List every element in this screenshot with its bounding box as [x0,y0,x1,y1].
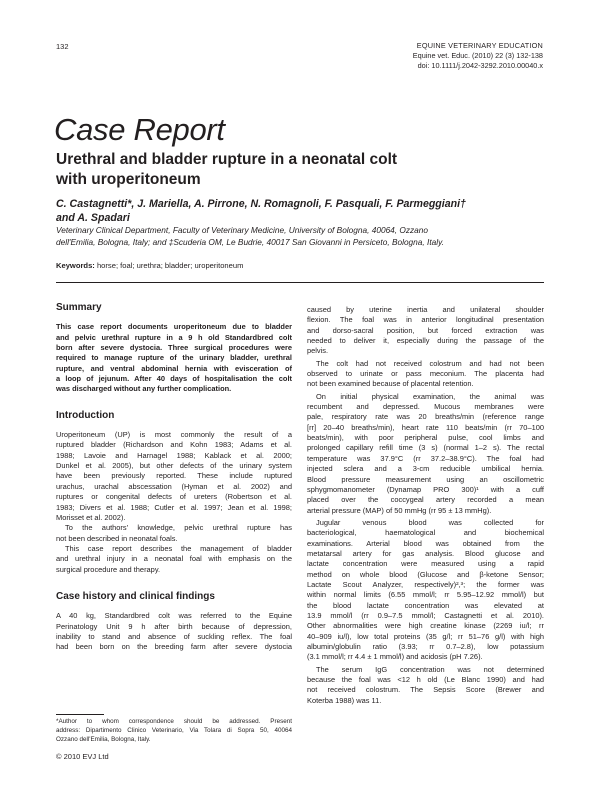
text-line: surgical procedure and therapy. [56,564,161,574]
text-line: needed to deliver it, especially during the passage of the [307,336,544,346]
text-line: (3.1 mmol/l; rr 4.4 ± 1 mmol/l) and acidosis (pH 7.26). [307,652,483,662]
keywords [56,261,546,270]
text-line: beats/min), with poor peripheral pulse, cool limbs and [307,433,544,443]
text-line: inability to stand and absence of suckling reflex. The foal [56,631,292,641]
paragraph [307,359,544,390]
text-line: [rr] 20–40 breaths/min), heart rate 110 beats/min (rr 70–100 [307,422,544,432]
text-line: Jugular venous blood was collected for [316,517,544,527]
left-column [56,303,292,653]
paragraph [56,523,292,544]
footnote-line: address: Dipartimento Clinico Veterinario, Via Tolara di Sopra 50, 40064 [56,727,292,734]
summary-text [56,322,292,394]
text-line: have been previously reported. These include ruptured [56,471,292,481]
text-line: Other abnormalities were high creatine kinase (2269 iu/l; rr [307,621,544,631]
paragraph [307,518,544,663]
text-line: On initial physical examination, the animal was [316,391,544,401]
section-heading-introduction: Introduction [56,409,115,421]
text-line: required to manage rupture of the urinary bladder, urethral [56,353,292,363]
text-line: metatarsal artery for gas analysis. Blood glucose and [307,548,544,558]
text-line: examinations. Arterial blood was obtained from the [307,538,544,548]
text-line: rupture, and ventral abdominal hernia with evisceration of [56,363,292,373]
text-line: had been born on the breeding farm after severe dystocia [56,642,292,652]
footnote-line: *Author to whom correspondence should be addressed. Present [56,718,292,725]
text-line: prolonged capillary refill time (3 s) (normal 1–2 s). The rectal [307,443,544,453]
text-line: A 40 kg, Standardbred colt was referred to the Equine [56,611,292,621]
text-line: Morisset et al. 2002). [56,512,126,522]
text-line: To the authors' knowledge, pelvic urethral rupture has [65,523,292,533]
text-line: not received colostrum. The Sepsis Score (Brewer and [307,685,544,695]
text-line: pale, respiratory rate was 20 breaths/min (reference range [307,412,544,422]
affiliation-line: Veterinary Clinical Department, Faculty of Veterinary Medicine, University of Bologna, 40064, Ozzano [56,225,428,235]
text-line: pelvis. [307,346,329,356]
text-line: flexion. The foal was in anterior longitudinal presentation [307,315,544,325]
paragraph [307,665,544,706]
citation: Equine vet. Educ. (2010) 22 (3) 132-138 [412,51,543,60]
section-heading-case-history: Case history and clinical findings [56,590,215,602]
text-line: was discharged without any further complication. [56,384,232,394]
copyright: © 2010 EVJ Ltd [56,752,109,761]
journal-name: EQUINE VETERINARY EDUCATION [416,41,543,50]
text-line: placed over the coccygeal artery recorded a mean [307,495,544,505]
affiliation [56,224,546,248]
text-line: urachus, urachal abscessation (Hyman et al. 2002) and [56,481,292,491]
text-line: born after severe dystocia. Three surgical procedures were [56,343,292,353]
article-type: Case Report [54,112,225,147]
text-line: not been examined because of placental retention. [307,379,474,389]
doi: doi: 10.1111/j.2042-3292.2010.00040.x [417,61,543,70]
paragraph [307,305,544,357]
text-line: The serum IgG concentration was not determined [316,664,544,674]
text-line: Dunkel et al. 2005), but other defects of the urinary system [56,461,292,471]
text-line: and urethral injury in a neonatal foal with emphasis on the [56,554,292,564]
authors-line: C. Castagnetti*, J. Mariella, A. Pirrone, N. Romagnoli, F. Pasquali, F. Parmeggiani† [56,198,466,210]
right-column [307,305,544,706]
page-number: 132 [56,42,69,51]
authors [56,197,546,225]
text-line: 1988; Lavoie and Harnagel 1988; Kablack et al. 2000; [56,450,292,460]
text-line: Blood pressure measurement using an oscillometric [307,474,544,484]
text-line: bacteriological, haematological and biochemical [307,528,544,538]
text-line: the blood lactate concentration was elevated at [307,600,544,610]
title-line: Urethral and bladder rupture in a neonatal colt [56,151,398,168]
text-line: 1983; Divers et al. 1988; Cutler et al. 1997; Jean et al. 1998; [56,502,292,512]
text-line: ruptures or congenital defects of ureters (Robertson et al. [56,492,292,502]
text-line: method on whole blood (Glucose and β-ketone Sensor; [307,569,544,579]
text-line: ruptured bladder (Richardson and Kohn 1983; Adams et al. [56,440,292,450]
text-line: recumbent and depressed. Mucous membranes were [307,402,544,412]
text-line: Lactate Scout Analyzer, respectively)²,³; the former was [307,579,544,589]
footnote-rule [56,714,104,715]
article-title [56,150,526,190]
text-line: not been described in neonatal foals. [56,533,178,543]
text-line: sphygmomanometer (Dynamap PRO 300)¹ with a cuff [307,484,544,494]
paragraph [56,611,292,652]
text-line: because the foal was <12 h old (Le Blanc 1990) and had [307,675,544,685]
text-line: This case report describes the management of bladder [65,543,292,553]
divider [56,282,544,283]
paragraph [56,430,292,523]
paragraph [56,544,292,575]
text-line: lactate concentration were measured using a rapid [307,559,544,569]
text-line: observed to urinate or pass meconium. The placenta had [307,369,544,379]
text-line: arterial pressure (MAP) of 50 mmHg (rr 95 ± 13 mmHg). [307,505,492,515]
text-line: This case report documents uroperitoneum due to bladder [56,322,292,332]
text-line: Perinatology Unit 9 h after birth because of depression, [56,621,292,631]
paragraph [307,392,544,516]
text-line: The colt had not received colostrum and had not been [316,358,544,368]
text-line: Uroperitoneum (UP) is most commonly the result of a [56,430,292,440]
text-line: caused by uterine inertia and unilateral shoulder [307,305,544,314]
text-line: temperature was 37.9°C (rr 37.2–38.9°C). The foal had [307,453,544,463]
text-line: Koterba 1988) was 11. [307,695,382,705]
text-line: injected sclera and a 3-cm reducible umbilical hernia. [307,464,544,474]
text-line: 40–909 iu/l), low total proteins (35 g/l; rr 51–76 g/l) with high [307,631,544,641]
title-line: with uroperitoneum [56,171,201,188]
text-line: albumin/globulin ratio (3.93; rr 0.7–2.8), low potassium [307,642,544,651]
footnote-line: Ozzano dell'Emilia, Bologna, Italy. [56,736,151,743]
section-heading-summary: Summary [56,302,102,313]
text-line: within normal limits (6.55 mmol/l; rr 5.95–12.92 mmol/l) but [307,590,544,600]
journal-info [413,41,543,71]
text-line: 13.9 mmol/l (rr 0.9–7.5 mmol/l; Castagnetti et al. 2010). [307,610,544,620]
text-line: and pelvic urethral rupture in a 9 h old Standardbred colt [56,332,292,342]
keywords-text: horse; foal; urethra; bladder; uroperitoneum [96,261,244,270]
affiliation-line: dell'Emilia, Bologna, Italy; and ‡Scuderia OM, Le Budrie, 40017 San Giovanni in Persiceto, Bologna, Italy. [56,237,444,247]
authors-line: and A. Spadari [56,212,130,224]
text-line: a loop of jejunum. After 40 days of hospitalisation the colt [56,374,292,384]
keywords-label: Keywords: [56,261,95,270]
text-line: and dorso-sacral position, but forced extraction was [307,325,544,335]
footnote [56,717,292,744]
